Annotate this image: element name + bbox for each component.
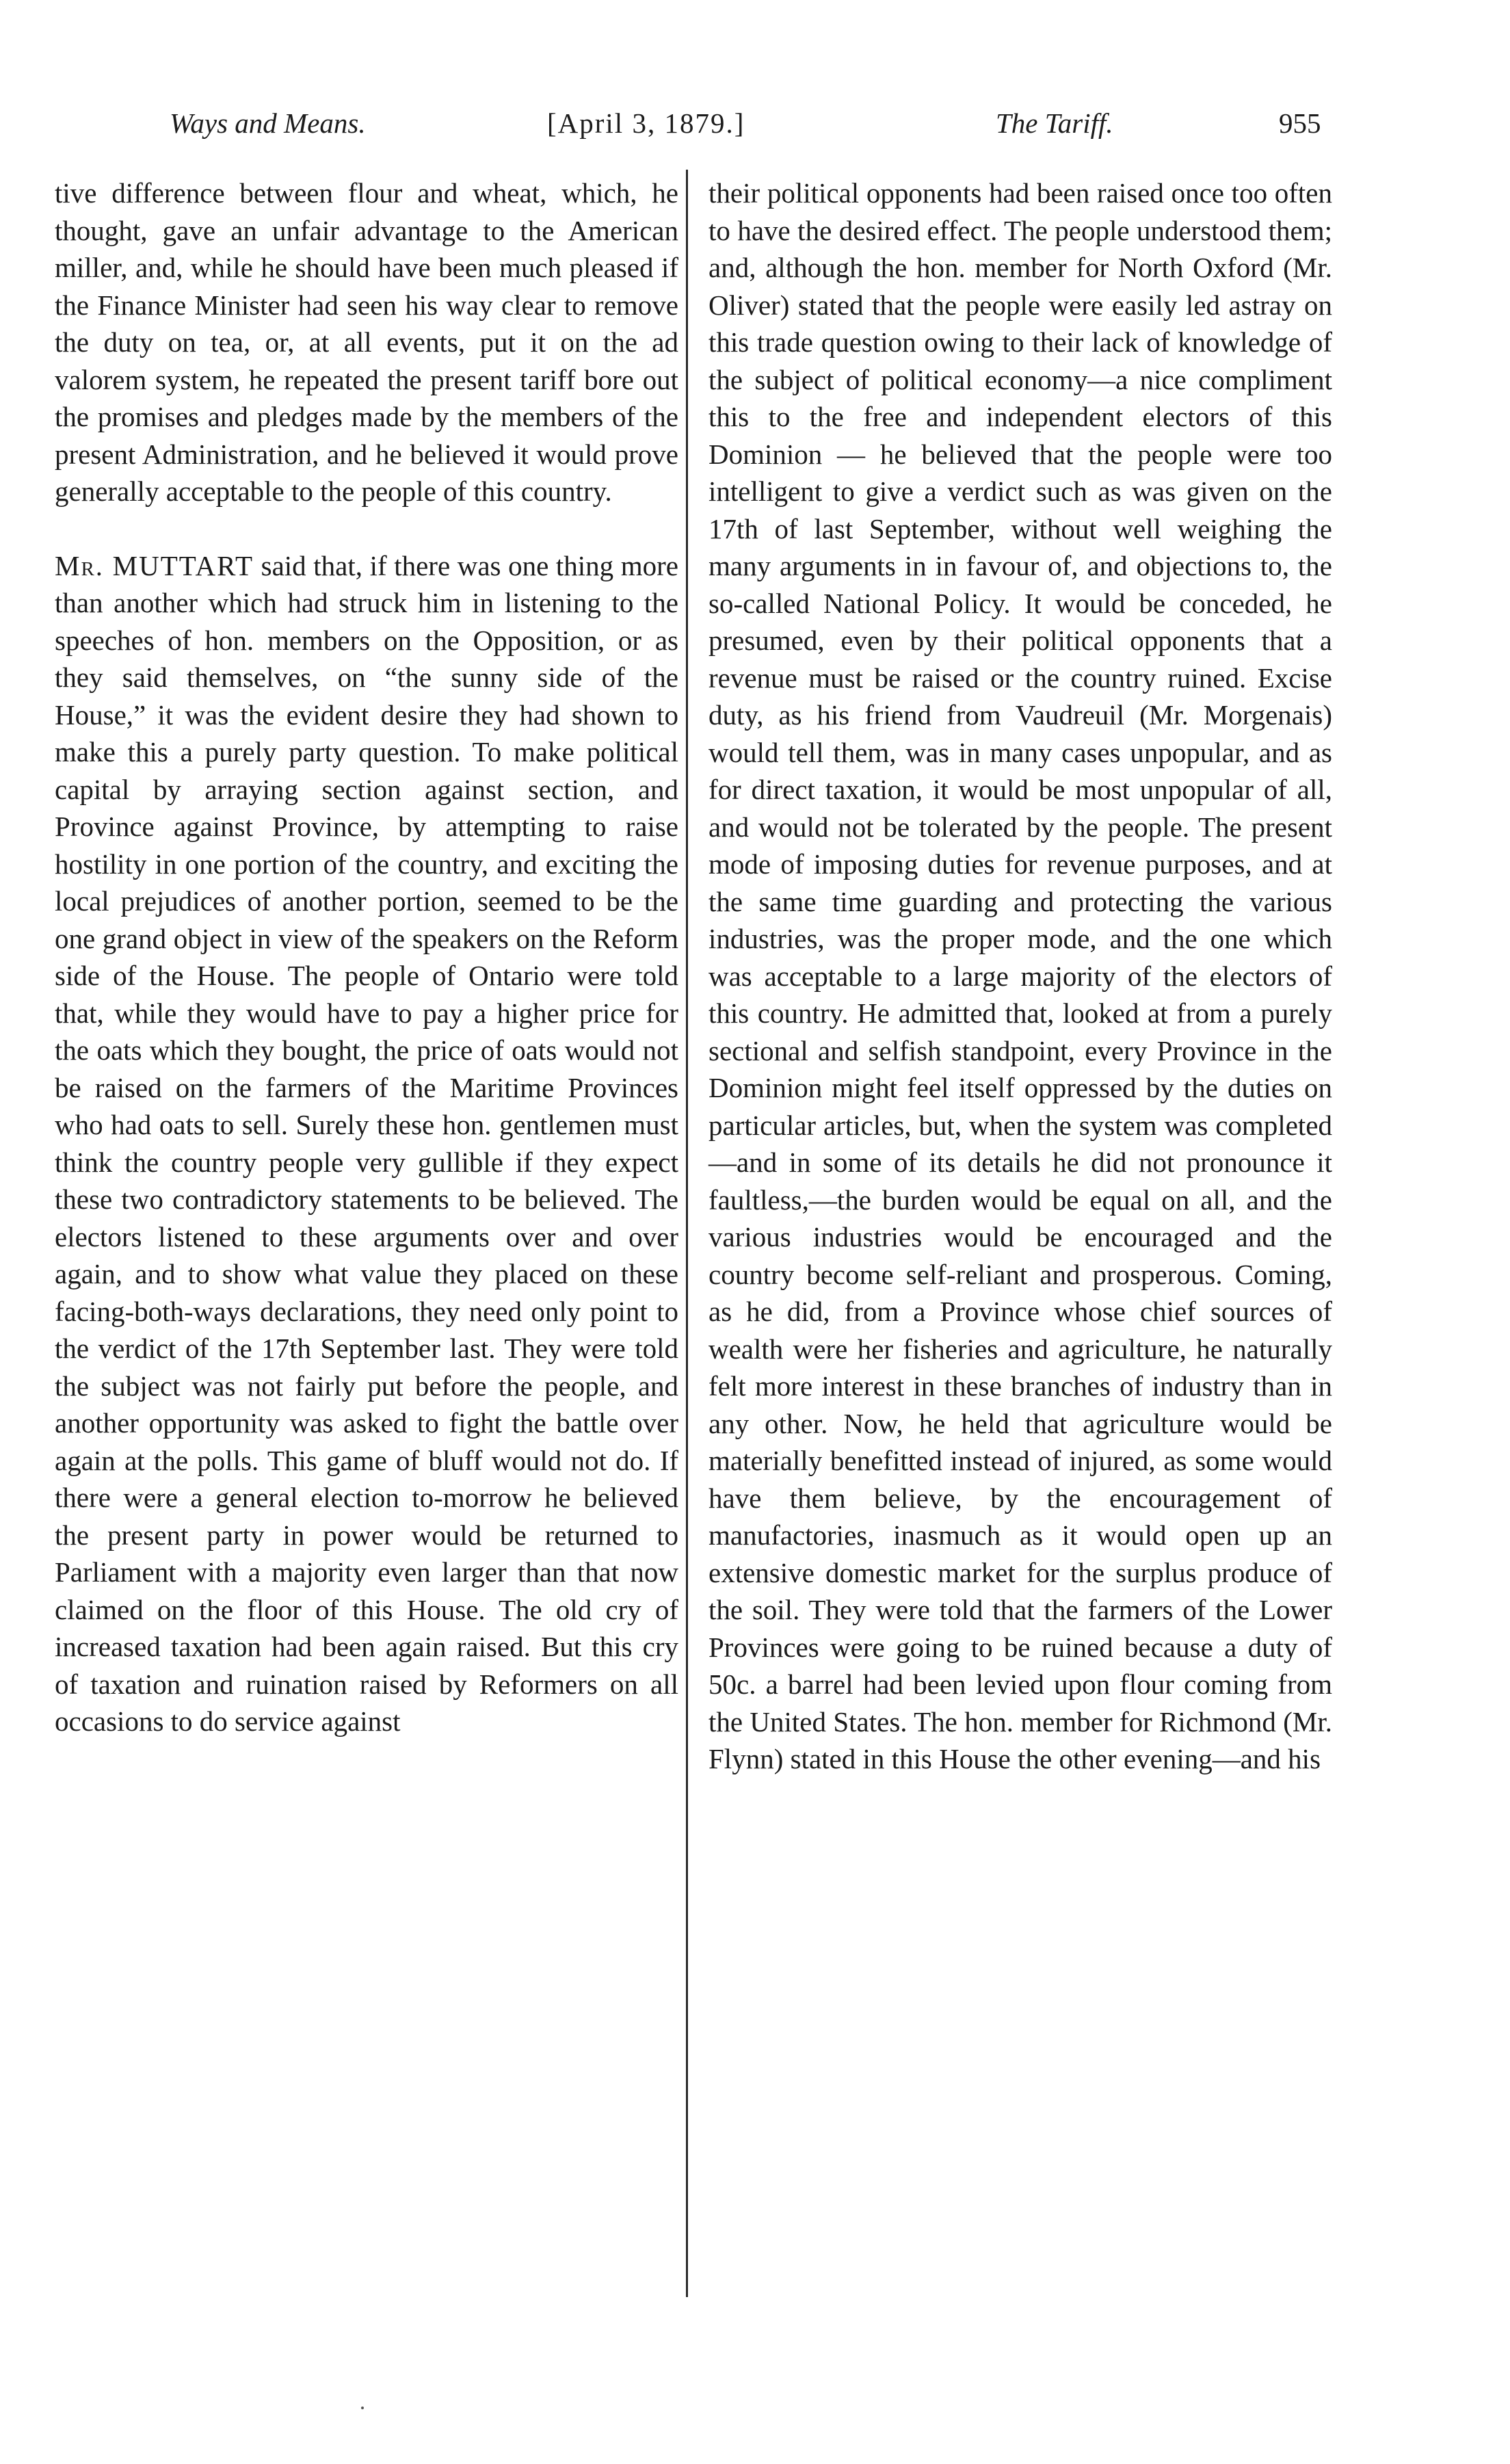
paragraph-continued-speech: their political opponents had been raised once too often to have the desired effect. The people understood them; and, although the hon. member for North Oxford (Mr. Oliver) stated that the people were easily led astray on this trade question owing to their lack of knowledge of the subject of political economy—a nice compliment this to the free and independent electors of this Dominion — he believed that the people were too intelligent to give a verdict such as was given on the 17th of last September, without well weighing the many arguments in in favour of, and objections to, the so-called National Policy. It would be conceded, he presumed, even by their political opponents that a revenue must be raised or the country ruined. Excise duty, as his friend from Vaudreuil (Mr. Morgenais) would tell them, was in many cases unpopular, and as for direct taxation, it would be most unpopular of all, and would not be tolerated by the people. The present mode of imposing duties for revenue purposes, and at the same time guarding and protecting the various industries, was the proper mode, and the one which was acceptable to a large majority of the electors of this country. He admitted that, looked at from a purely sectional and selfish standpoint, every Province in the Dominion might feel itself oppressed by the duties on particular articles, but, when the system was completed—and in some of its details he did not pronounce it faultless,—the burden would be equal on all, and the various industries would be encouraged and the country become self-reliant and prosperous. Coming, as he did, from a Province whose chief sources of wealth were her fisheries and agriculture, he naturally felt more interest in these branches of industry than in any other. Now, he held that agriculture would be materially benefitted instead of injured, as some would have them believe, by the encouragement of manufactories, inasmuch as it would open up an extensive domestic market for the surplus produce of the soil. They were told that the farmers of the Lower Provinces were going to be ruined because a duty of 50c. a barrel had been levied upon flour coming from the United States. The hon. member for Richmond (Mr. Flynn) stated in this House the other evening—and his [708, 177, 1332, 1774]
page-header [0, 103, 1510, 144]
header-section-title: Ways and Means. [170, 107, 366, 139]
right-column [708, 174, 1332, 1778]
speech-text: said that, if there was one thing more than another which had struck him in listening to the speeches of hon. members on the Opposition, or as they said themselves, on “the sunny side of the House,” it was the evident desire they had shown to make this a purely party question. To make political capital by arraying section against section, and Province against Province, by attempting to raise hostility in one portion of the country, and exciting the local prejudices of another portion, seemed to be the one grand object in view of the speakers on the Reform side of the House. The people of Ontario were told that, while they would have to pay a higher price for the oats which they bought, the price of oats would not be raised on the farmers of the Maritime Provinces who had oats to sell. Surely these hon. gentlemen must think the country people very gullible if they expect these two contradictory statements to be believed. The electors listened to these arguments over and over again, and to show what value they placed on these facing-both-ways declarations, they need only point to the verdict of the 17th September last. They were told the subject was not fairly put before the people, and another opportunity was asked to fight the battle over again at the polls. This game of bluff would not do. If there were a general election to-morrow he believed the present party in power would be returned to Parliament with a majority even larger than that now claimed on the floor of this House. The old cry of increased taxation had been again raised. But this cry of taxation and ruination raised by Reformers on all occasions to do service against [55, 549, 678, 1737]
page-number: 955 [1279, 107, 1321, 139]
left-column [55, 174, 678, 1740]
printing-speck [361, 2407, 364, 2409]
paragraph-muttart-speech [55, 547, 678, 1740]
speaker-name: Mr. MUTTART [55, 549, 254, 581]
header-topic: The Tariff. [996, 107, 1113, 139]
header-date: [April 3, 1879.] [547, 107, 745, 139]
paragraph-continuation: tive difference between flour and wheat, which, he thought, gave an unfair advantage to the American miller, and, while he should have been much pleased if the Finance Minister had seen his way clear to remove the duty on tea, or, at all events, put it on the ad valorem system, he repeated the present tariff bore out the promises and pledges made by the members of the present Administration, and he believed it would prove generally acceptable to the people of this country. [55, 177, 678, 507]
column-divider [686, 170, 688, 2297]
